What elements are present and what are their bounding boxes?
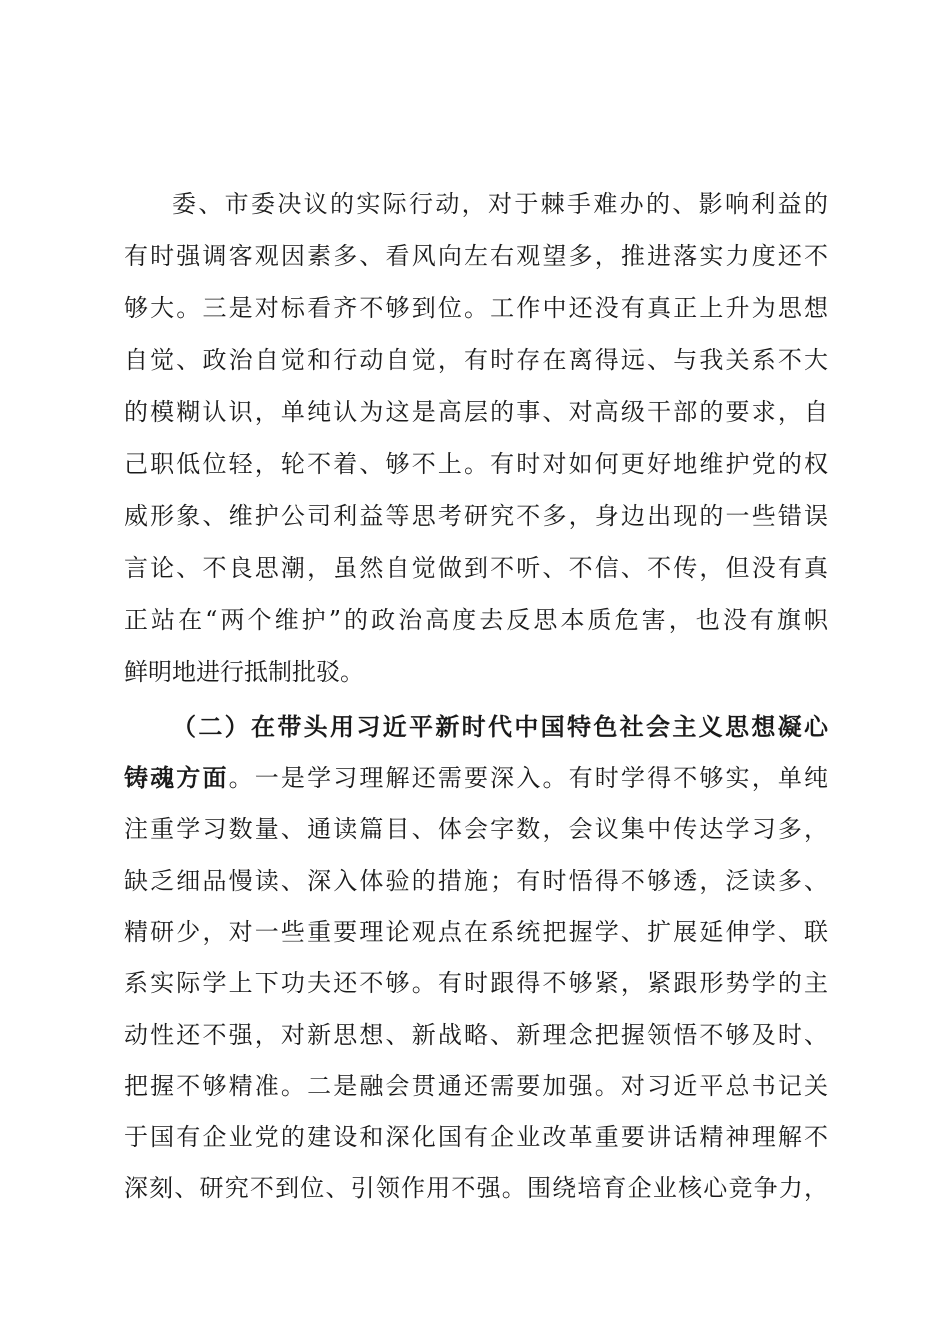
text-line: 够大。三是对标看齐不够到位。工作中还没有真正上升为思想 <box>124 294 828 322</box>
text-line: 有时强调客观因素多、看风向左右观望多，推进落实力度还不 <box>124 242 828 270</box>
text-line: 威形象、维护公司利益等思考研究不多，身边出现的一些错误 <box>124 502 828 530</box>
text-line: 鲜明地进行抵制批驳。 <box>124 658 364 686</box>
text-line: 深刻、研究不到位、引领作用不强。围绕培育企业核心竞争力， <box>124 1174 828 1202</box>
text-line: 精研少，对一些重要理论观点在系统把握学、扩展延伸学、联 <box>124 918 828 946</box>
text-line: 把握不够精准。二是融会贯通还需要加强。对习近平总书记关 <box>124 1072 828 1100</box>
text-fragment: 。一是学习理解还需要深入。有时学得不够实，单纯 <box>228 764 829 792</box>
text-line: 言论、不良思潮，虽然自觉做到不听、不信、不传，但没有真 <box>124 554 828 582</box>
text-line: 正站在“两个维护”的政治高度去反思本质危害，也没有旗帜 <box>124 606 828 634</box>
text-line: 于国有企业党的建设和深化国有企业改革重要讲话精神理解不 <box>124 1123 828 1151</box>
section-heading: （二）在带头用习近平新时代中国特色社会主义思想凝心 <box>172 713 828 741</box>
text-line: 委、市委决议的实际行动，对于棘手难办的、影响利益的 <box>172 190 828 218</box>
text-line: 的模糊认识，单纯认为这是高层的事、对高级干部的要求，自 <box>124 398 828 426</box>
text-line: 系实际学上下功夫还不够。有时跟得不够紧，紧跟形势学的主 <box>124 969 828 997</box>
text-line: 缺乏细品慢读、深入体验的措施；有时悟得不够透，泛读多、 <box>124 867 828 895</box>
section-heading-continuation <box>124 758 828 798</box>
text-line: 注重学习数量、通读篇目、体会字数，会议集中传达学习多， <box>124 815 828 843</box>
section-heading-tail: 铸魂方面 <box>124 764 229 792</box>
text-line: 己职低位轻，轮不着、够不上。有时对如何更好地维护党的权 <box>124 450 828 478</box>
text-line: 动性还不强，对新思想、新战略、新理念把握领悟不够及时、 <box>124 1021 828 1049</box>
text-line: 自觉、政治自觉和行动自觉，有时存在离得远、与我关系不大 <box>124 346 828 374</box>
